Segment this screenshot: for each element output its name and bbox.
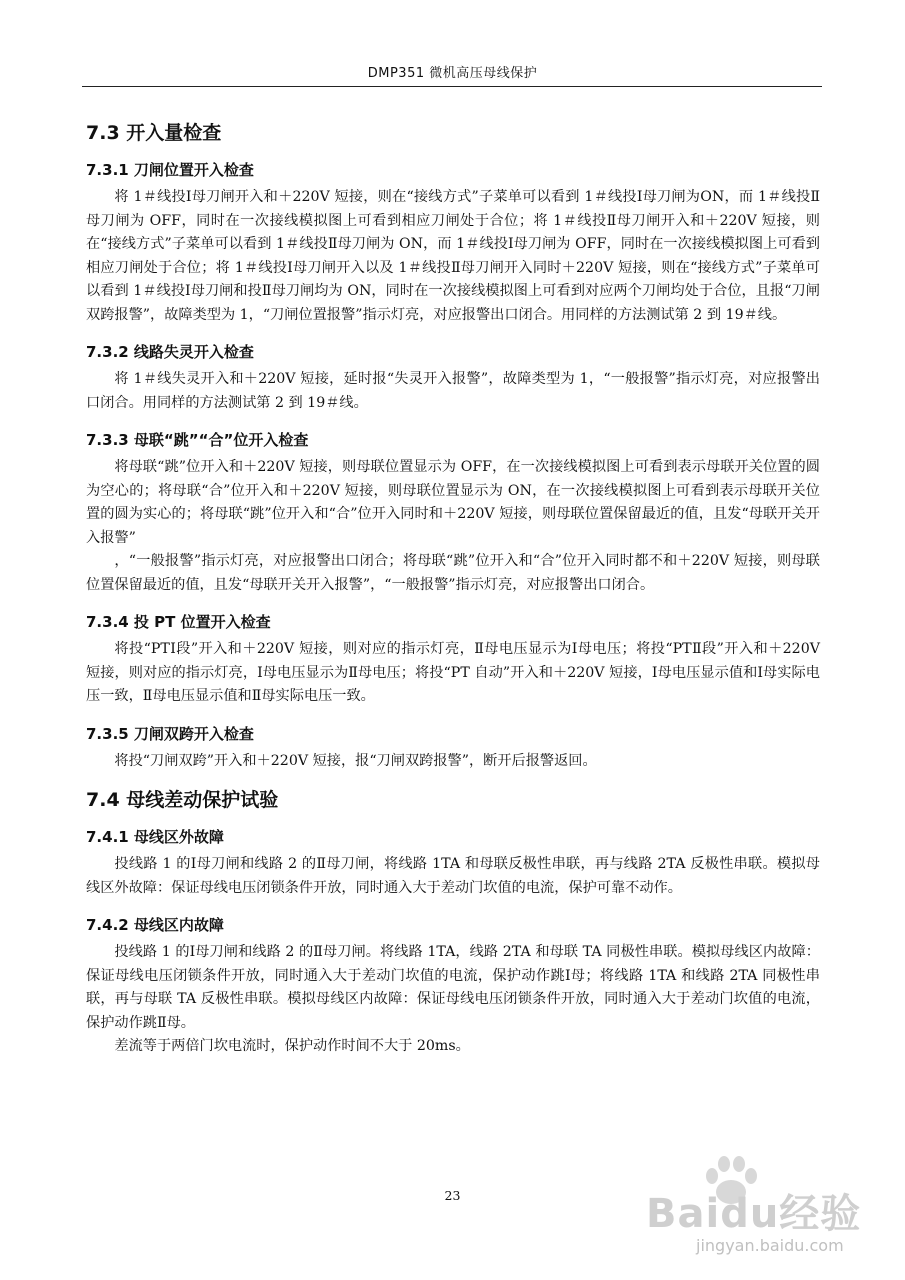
page-number: 23 — [444, 1188, 461, 1203]
section-7-3-5-paragraph: 将投“刀闸双跨”开入和＋220V 短接，报“刀闸双跨报警”，断开后报警返回。 — [114, 752, 597, 769]
section-7-3-2-paragraph: 将 1＃线失灵开入和＋220V 短接，延时报“失灵开入报警”，故障类型为 1，“一般报警”指示灯亮，对应报警出口闭合。用同样的方法测试第 2 到 19＃线。 — [86, 371, 820, 411]
section-7-3-2-heading: 7.3.2 线路失灵开入检查 — [86, 343, 254, 361]
header-rule — [82, 86, 822, 87]
section-7-4-1-paragraph: 投线路 1 的Ⅰ母刀闸和线路 2 的Ⅱ母刀闸，将线路 1TA 和母联反极性串联，再与线路 2TA 反极性串联。模拟母线区外故障：保证母线电压闭锁条件开放，同时通入大于差动门坎值的电流，保护可靠不动作。 — [86, 856, 820, 896]
document-body — [86, 110, 820, 1059]
section-7-3-heading: 7.3 开入量检查 — [86, 122, 222, 144]
section-7-3-1-heading: 7.3.1 刀闸位置开入检查 — [86, 161, 254, 179]
section-7-3-3-paragraph-1: 将母联“跳”位开入和＋220V 短接，则母联位置显示为 OFF，在一次接线模拟图上可看到表示母联开关位置的圆为空心的；将母联“合”位开入和＋220V 短接，则母联位置显示为 ON，在一次接线模拟图上可看到表示母联开关位置的圆为实心的；将母联“跳”位开入和“合”位开入同时和＋220V 短接，则母联位置保留最近的值，且发“母联开关开入报警” — [86, 459, 820, 546]
section-7-3-4-paragraph: 将投“PTⅠ段”开入和＋220V 短接，则对应的指示灯亮，Ⅱ母电压显示为Ⅰ母电压；将投“PTⅡ段”开入和＋220V 短接，则对应的指示灯亮，Ⅰ母电压显示为Ⅱ母电压；将投“PT 自动”开入和＋220V 短接，Ⅰ母电压显示值和Ⅰ母实际电压一致，Ⅱ母电压显示值和Ⅱ母实际电压一致。 — [86, 641, 820, 704]
baidu-watermark — [640, 1148, 900, 1278]
watermark-url: jingyan.baidu.com — [696, 1236, 844, 1255]
section-7-3-3-heading: 7.3.3 母联“跳”“合”位开入检查 — [86, 431, 309, 449]
section-7-3-3-paragraph-2: ，“一般报警”指示灯亮，对应报警出口闭合；将母联“跳”位开入和“合”位开入同时都不和＋220V 短接，则母联位置保留最近的值，且发“母联开关开入报警”，“一般报警”指示灯亮，对应报警出口闭合。 — [86, 553, 820, 593]
watermark-brand: Baidu经验 — [646, 1191, 862, 1237]
section-7-4-2-paragraph-2: 差流等于两倍门坎电流时，保护动作时间不大于 20ms。 — [114, 1038, 470, 1054]
section-7-3-1-paragraph: 将 1＃线投Ⅰ母刀闸开入和＋220V 短接，则在“接线方式”子菜单可以看到 1＃线投Ⅰ母刀闸为ON，而 1＃线投Ⅱ母刀闸为 OFF，同时在一次接线模拟图上可看到相应刀闸处于合位；将 1＃线投Ⅱ母刀闸开入和＋220V 短接，则在“接线方式”子菜单可以看到 1＃线投Ⅱ母刀闸为 ON，而 1＃线投Ⅰ母刀闸为 OFF，同时在一次接线模拟图上可看到相应刀闸处于合位；将 1＃线投Ⅰ母刀闸开入以及 1＃线投Ⅱ母刀闸开入同时＋220V 短接，则在“接线方式”子菜单可以看到 1＃线投Ⅰ母刀闸和投Ⅱ母刀闸均为 ON，同时在一次接线模拟图上可看到对应两个刀闸均处于合位，且报“刀闸双跨报警”，故障类型为 1，“刀闸位置报警”指示灯亮，对应报警出口闭合。用同样的方法测试第 2 到 19＃线。 — [86, 189, 820, 323]
section-7-3-4-heading: 7.3.4 投 PT 位置开入检查 — [86, 613, 271, 631]
section-7-3-5-heading: 7.3.5 刀闸双跨开入检查 — [86, 724, 254, 743]
section-7-4-1-heading: 7.4.1 母线区外故障 — [86, 828, 224, 846]
section-7-4-2-paragraph-1: 投线路 1 的Ⅰ母刀闸和线路 2 的Ⅱ母刀闸。将线路 1TA，线路 2TA 和母联 TA 同极性串联。模拟母线区内故障：保证母线电压闭锁条件开放，同时通入大于差动门坎值的电流，保护动作跳Ⅰ母；将线路 1TA 和线路 2TA 同极性串联，再与母联 TA 反极性串联。模拟母线区内故障：保证母线电压闭锁条件开放，同时通入大于差动门坎值的电流，保护动作跳Ⅱ母。 — [86, 944, 820, 1031]
section-7-4-2-heading: 7.4.2 母线区内故障 — [86, 916, 224, 934]
section-7-4-heading: 7.4 母线差动保护试验 — [86, 789, 279, 811]
running-header: DMP351 微机高压母线保护 — [367, 66, 538, 81]
